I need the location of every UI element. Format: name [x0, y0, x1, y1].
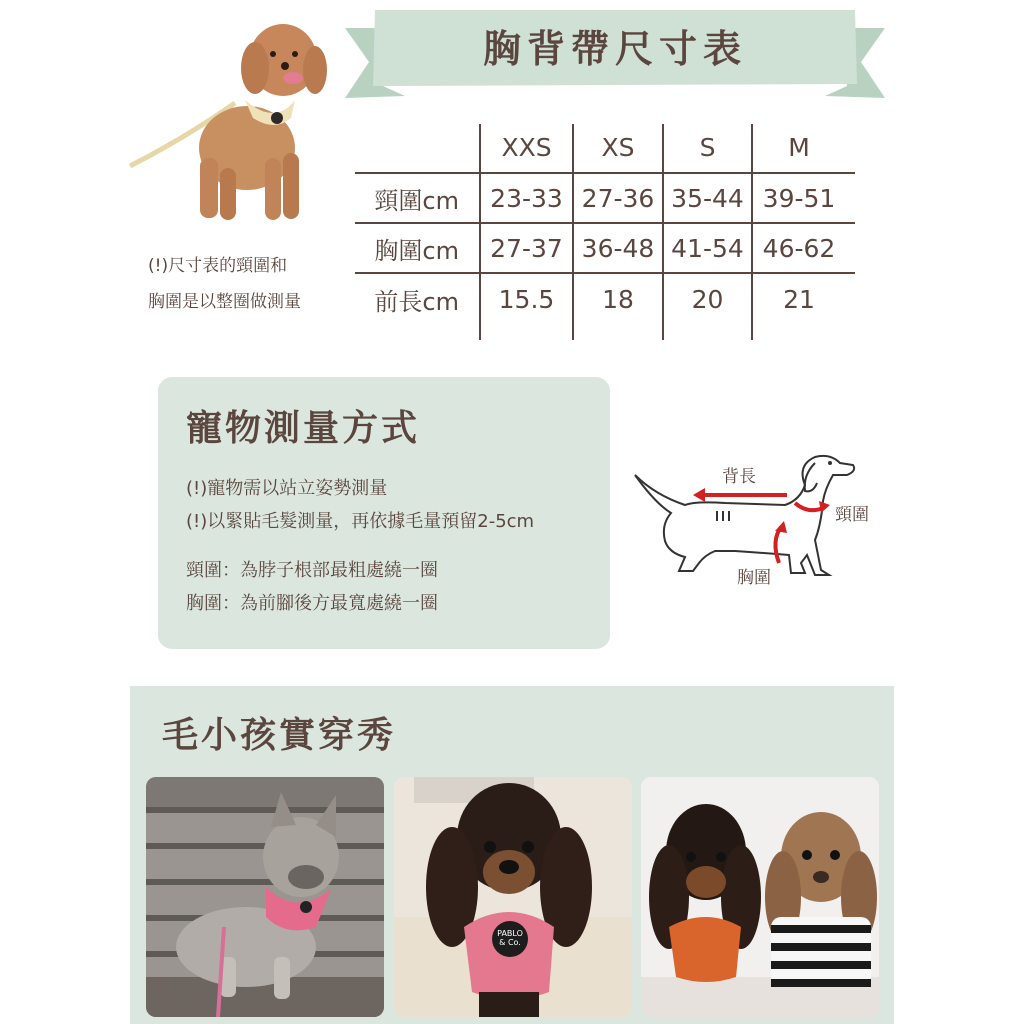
table-cell: 27-36 [581, 183, 655, 213]
column-header: M [788, 132, 810, 162]
table-cell: 20 [691, 284, 724, 314]
two-dachshunds-photo [641, 777, 879, 1017]
column-header: XXS [501, 132, 552, 162]
show-title: 毛小孩實穿秀 [162, 715, 397, 756]
chest-label: 胸圍 [737, 568, 771, 588]
table-cell: 23-33 [490, 183, 563, 213]
table-cell: 21 [783, 284, 815, 314]
size-note [148, 248, 348, 320]
table-cell: 15.5 [498, 284, 555, 314]
column-header: XS [601, 132, 635, 162]
measure-definition: 胸圍：為前腳後方最寬處繞一圈 [186, 593, 438, 614]
measure-instruction: (!)寵物需以站立姿勢測量 [186, 478, 388, 499]
table-cell: 39-51 [762, 183, 836, 213]
brand-tag-text: PABLO [497, 929, 523, 938]
measure-title: 寵物測量方式 [186, 408, 421, 449]
column-header: S [699, 132, 716, 162]
neck-label: 頸圍 [835, 505, 869, 525]
table-cell: 27-37 [490, 233, 563, 263]
brand-tag-subtext: & Co. [499, 938, 521, 947]
back-length-label: 背長 [722, 467, 756, 487]
table-cell: 41-54 [671, 233, 744, 263]
dachshund-photo [394, 777, 632, 1017]
page-title: 胸背帶尺寸表 [482, 26, 747, 71]
table-cell: 35-44 [671, 183, 744, 213]
table-cell: 18 [602, 284, 634, 314]
size-note-line: (!)尺寸表的頸圍和 [148, 256, 288, 276]
row-header: 前長cm [374, 287, 459, 316]
row-header: 頸圍cm [374, 186, 459, 215]
dachshund-photo-art [394, 777, 632, 1017]
poodle-photo [125, 8, 335, 228]
frenchie-photo [146, 777, 384, 1017]
measure-instruction: (!)以緊貼毛髮測量，再依據毛量預留2-5cm [186, 511, 535, 532]
size-note-line: 胸圍是以整圈做測量 [148, 292, 301, 312]
table-cell: 46-62 [762, 233, 836, 263]
measure-definition: 頸圍：為脖子根部最粗處繞一圈 [186, 560, 438, 581]
table-cell: 36-48 [581, 233, 655, 263]
row-header: 胸圍cm [374, 236, 459, 265]
size-table [355, 124, 855, 340]
